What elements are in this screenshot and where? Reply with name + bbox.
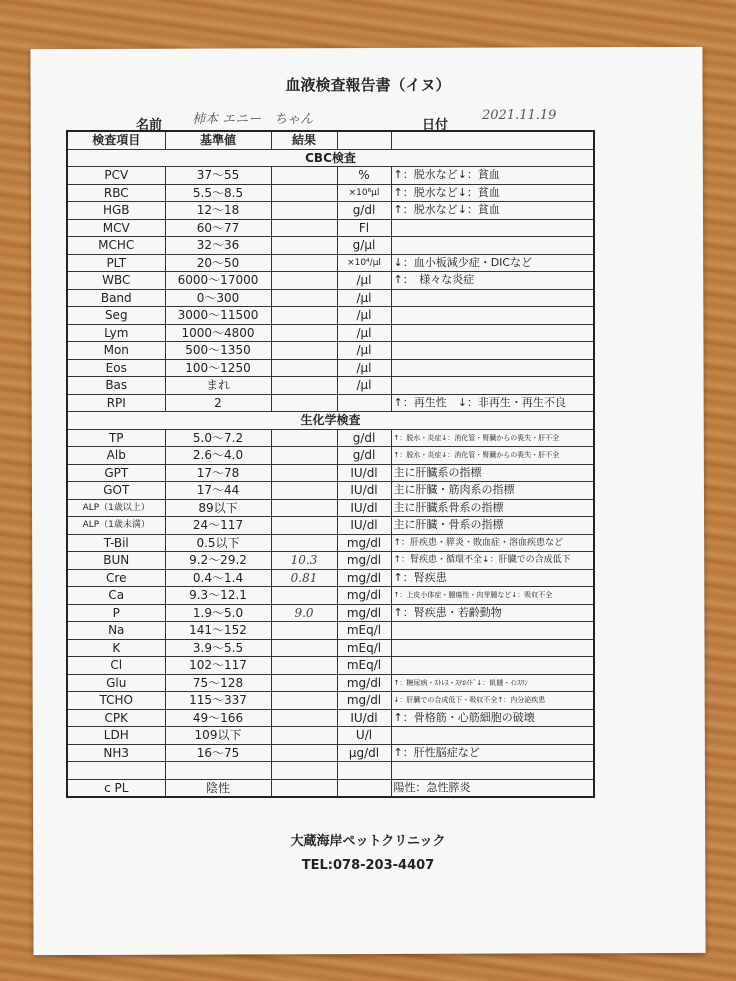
test-item: Glu bbox=[67, 674, 165, 692]
reference-range: 12〜18 bbox=[165, 202, 271, 220]
result-value bbox=[271, 727, 337, 745]
table-row bbox=[67, 359, 594, 377]
result-value bbox=[271, 307, 337, 325]
table-row bbox=[67, 674, 594, 692]
table-row bbox=[67, 429, 594, 447]
unit: mg/dl bbox=[337, 569, 391, 587]
interpretation-note: ↑：肝疾患・膵炎・敗血症・溶血疾患など bbox=[391, 534, 594, 552]
unit: /μl bbox=[337, 289, 391, 307]
interpretation-note: 主に肝臓・骨系の指標 bbox=[391, 517, 594, 535]
test-item: P bbox=[67, 604, 165, 622]
unit: g/dl bbox=[337, 202, 391, 220]
table-row bbox=[67, 517, 594, 535]
test-item: BUN bbox=[67, 552, 165, 570]
test-item: HGB bbox=[67, 202, 165, 220]
reference-range: 1000〜4800 bbox=[165, 324, 271, 342]
header-cell: 基準値 bbox=[165, 131, 271, 149]
result-value bbox=[271, 394, 337, 412]
test-item: NH3 bbox=[67, 744, 165, 762]
interpretation-note: ↑：脱水など↓：貧血 bbox=[391, 184, 594, 202]
test-item: RBC bbox=[67, 184, 165, 202]
unit: /μl bbox=[337, 324, 391, 342]
unit: ×10⁶μl bbox=[337, 184, 391, 202]
test-item: Na bbox=[67, 622, 165, 640]
table-row bbox=[67, 307, 594, 325]
reference-range: 3.9〜5.5 bbox=[165, 639, 271, 657]
unit bbox=[337, 762, 391, 780]
interpretation-note: ↑：糖尿病・ｽﾄﾚｽ・ｽﾃﾛｲﾄﾞ↓：飢餓・ｲﾝｽﾘﾝ bbox=[391, 674, 594, 692]
reference-range: 20〜50 bbox=[165, 254, 271, 272]
table-row bbox=[67, 692, 594, 710]
table-header-row bbox=[67, 131, 594, 149]
unit: mg/dl bbox=[337, 604, 391, 622]
result-value bbox=[271, 779, 337, 797]
test-item: TP bbox=[67, 429, 165, 447]
result-value bbox=[271, 219, 337, 237]
interpretation-note: ↑：腎疾患 bbox=[391, 569, 594, 587]
result-value bbox=[271, 692, 337, 710]
test-item: GOT bbox=[67, 482, 165, 500]
test-item: c PL bbox=[67, 779, 165, 797]
table-row bbox=[67, 587, 594, 605]
header-cell bbox=[337, 131, 391, 149]
reference-range: 0.5以下 bbox=[165, 534, 271, 552]
table-row bbox=[67, 499, 594, 517]
unit: mg/dl bbox=[337, 692, 391, 710]
interpretation-note: ↑：腎疾患・若齢動物 bbox=[391, 604, 594, 622]
interpretation-note bbox=[391, 237, 594, 255]
result-value bbox=[271, 657, 337, 675]
unit: mg/dl bbox=[337, 674, 391, 692]
test-item: Mon bbox=[67, 342, 165, 360]
result-value bbox=[271, 342, 337, 360]
interpretation-note: ↑：脱水など↓：貧血 bbox=[391, 202, 594, 220]
reference-range: 2.6〜4.0 bbox=[165, 447, 271, 465]
unit: μg/dl bbox=[337, 744, 391, 762]
result-value bbox=[271, 324, 337, 342]
result-value bbox=[271, 184, 337, 202]
table-row bbox=[67, 447, 594, 465]
reference-range: 32〜36 bbox=[165, 237, 271, 255]
unit: mg/dl bbox=[337, 587, 391, 605]
cbc-section bbox=[67, 149, 594, 167]
table-row bbox=[67, 622, 594, 640]
table-row bbox=[67, 762, 594, 780]
result-value bbox=[271, 639, 337, 657]
unit: ×10⁴/μl bbox=[337, 254, 391, 272]
interpretation-note: 主に肝臓系骨系の指標 bbox=[391, 499, 594, 517]
result-value: 9.0 bbox=[271, 604, 337, 622]
table-row bbox=[67, 272, 594, 290]
table-row bbox=[67, 552, 594, 570]
result-value bbox=[271, 272, 337, 290]
patient-name-handwritten: 柿本 エニー ちゃん bbox=[192, 112, 314, 127]
test-item: CPK bbox=[67, 709, 165, 727]
result-value: 10.3 bbox=[271, 552, 337, 570]
clinic-name: 大蔵海岸ペットクリニック bbox=[290, 834, 446, 849]
cbc-section-title: CBC検査 bbox=[67, 149, 594, 167]
unit: mg/dl bbox=[337, 534, 391, 552]
result-value: 0.81 bbox=[271, 569, 337, 587]
table-row bbox=[67, 289, 594, 307]
chem-section-title: 生化学検査 bbox=[67, 412, 594, 430]
result-value bbox=[271, 377, 337, 395]
header-cell bbox=[391, 131, 594, 149]
table-row bbox=[67, 639, 594, 657]
test-item: Eos bbox=[67, 359, 165, 377]
result-value bbox=[271, 709, 337, 727]
result-value bbox=[271, 254, 337, 272]
test-item: LDH bbox=[67, 727, 165, 745]
result-value bbox=[271, 534, 337, 552]
result-value bbox=[271, 429, 337, 447]
reference-range: 141〜152 bbox=[165, 622, 271, 640]
test-item: Cre bbox=[67, 569, 165, 587]
table-row bbox=[67, 569, 594, 587]
test-item: K bbox=[67, 639, 165, 657]
clinic-phone: TEL:078-203-4407 bbox=[301, 858, 435, 873]
table-row bbox=[67, 604, 594, 622]
reference-range: 115〜337 bbox=[165, 692, 271, 710]
result-value bbox=[271, 482, 337, 500]
reference-range: 109以下 bbox=[165, 727, 271, 745]
unit: g/dl bbox=[337, 429, 391, 447]
result-value bbox=[271, 202, 337, 220]
unit: mEq/l bbox=[337, 639, 391, 657]
test-item: Ca bbox=[67, 587, 165, 605]
result-value bbox=[271, 762, 337, 780]
interpretation-note: ↑：肝性脳症など bbox=[391, 744, 594, 762]
test-item: MCV bbox=[67, 219, 165, 237]
result-value bbox=[271, 359, 337, 377]
date-handwritten: 2021.11.19 bbox=[482, 108, 557, 123]
table-row bbox=[67, 744, 594, 762]
reference-range: 17〜78 bbox=[165, 464, 271, 482]
header-cell: 結果 bbox=[271, 131, 337, 149]
unit: mEq/l bbox=[337, 622, 391, 640]
test-item: Band bbox=[67, 289, 165, 307]
interpretation-note bbox=[391, 342, 594, 360]
header-cell: 検査項目 bbox=[67, 131, 165, 149]
patient-info-bar bbox=[92, 108, 612, 133]
test-item: T-Bil bbox=[67, 534, 165, 552]
test-item: PLT bbox=[67, 254, 165, 272]
interpretation-note: ↑：脱水など↓：貧血 bbox=[391, 167, 594, 185]
unit: Fl bbox=[337, 219, 391, 237]
interpretation-note: ↑： 様々な炎症 bbox=[391, 272, 594, 290]
result-value bbox=[271, 744, 337, 762]
reference-range: 5.5〜8.5 bbox=[165, 184, 271, 202]
table-row bbox=[67, 184, 594, 202]
reference-range: 1.9〜5.0 bbox=[165, 604, 271, 622]
table-row bbox=[67, 219, 594, 237]
interpretation-note: ↑：脱水・炎症↓：消化管・腎臓からの喪失・肝不全 bbox=[391, 429, 594, 447]
interpretation-note: ↑：上皮小体症・腫瘍性・肉芽腫など↓：吸収不全 bbox=[391, 587, 594, 605]
result-value bbox=[271, 464, 337, 482]
unit: mEq/l bbox=[337, 657, 391, 675]
test-item: TCHO bbox=[67, 692, 165, 710]
reference-range: 5.0〜7.2 bbox=[165, 429, 271, 447]
reference-range: 9.2〜29.2 bbox=[165, 552, 271, 570]
table-row bbox=[67, 464, 594, 482]
interpretation-note bbox=[391, 324, 594, 342]
table-row bbox=[67, 342, 594, 360]
reference-range: 0〜300 bbox=[165, 289, 271, 307]
unit: g/dl bbox=[337, 447, 391, 465]
reference-range: 49〜166 bbox=[165, 709, 271, 727]
unit: IU/dl bbox=[337, 709, 391, 727]
table-row bbox=[67, 727, 594, 745]
date-label: 日付 bbox=[422, 118, 449, 133]
result-value bbox=[271, 499, 337, 517]
result-value bbox=[271, 622, 337, 640]
table-row bbox=[67, 377, 594, 395]
unit: U/l bbox=[337, 727, 391, 745]
test-item: PCV bbox=[67, 167, 165, 185]
test-item: Cl bbox=[67, 657, 165, 675]
interpretation-note bbox=[391, 219, 594, 237]
reference-range: 75〜128 bbox=[165, 674, 271, 692]
result-value bbox=[271, 447, 337, 465]
reference-range: 6000〜17000 bbox=[165, 272, 271, 290]
reference-range bbox=[165, 762, 271, 780]
table-row bbox=[67, 394, 594, 412]
test-item: Lym bbox=[67, 324, 165, 342]
test-item: Alb bbox=[67, 447, 165, 465]
table-row bbox=[67, 254, 594, 272]
unit: IU/dl bbox=[337, 499, 391, 517]
test-item: ALP（1歳以上） bbox=[67, 499, 165, 517]
reference-range: 500〜1350 bbox=[165, 342, 271, 360]
unit bbox=[337, 779, 391, 797]
interpretation-note bbox=[391, 657, 594, 675]
table-row bbox=[67, 482, 594, 500]
interpretation-note: ↑：再生性 ↓：非再生・再生不良 bbox=[391, 394, 594, 412]
unit: g/μl bbox=[337, 237, 391, 255]
interpretation-note bbox=[391, 377, 594, 395]
reference-range: 0.4〜1.4 bbox=[165, 569, 271, 587]
reference-range: 3000〜11500 bbox=[165, 307, 271, 325]
interpretation-note: ↑：骨格筋・心筋細胞の破壊 bbox=[391, 709, 594, 727]
reference-range: まれ bbox=[165, 377, 271, 395]
reference-range: 陰性 bbox=[165, 779, 271, 797]
results-table bbox=[66, 130, 595, 798]
table-row bbox=[67, 237, 594, 255]
unit: /μl bbox=[337, 307, 391, 325]
unit bbox=[337, 394, 391, 412]
reference-range: 17〜44 bbox=[165, 482, 271, 500]
unit: /μl bbox=[337, 359, 391, 377]
test-item bbox=[67, 762, 165, 780]
test-item: WBC bbox=[67, 272, 165, 290]
name-label: 名前 bbox=[136, 118, 163, 133]
reference-range: 37〜55 bbox=[165, 167, 271, 185]
test-item: MCHC bbox=[67, 237, 165, 255]
unit: IU/dl bbox=[337, 464, 391, 482]
interpretation-note: 陽性：急性膵炎 bbox=[391, 779, 594, 797]
result-value bbox=[271, 674, 337, 692]
interpretation-note bbox=[391, 289, 594, 307]
test-item: Seg bbox=[67, 307, 165, 325]
chem-section bbox=[67, 412, 594, 430]
reference-range: 9.3〜12.1 bbox=[165, 587, 271, 605]
test-item: GPT bbox=[67, 464, 165, 482]
reference-range: 89以下 bbox=[165, 499, 271, 517]
unit: /μl bbox=[337, 377, 391, 395]
unit: mg/dl bbox=[337, 552, 391, 570]
reference-range: 102〜117 bbox=[165, 657, 271, 675]
result-value bbox=[271, 289, 337, 307]
interpretation-note: ↑：脱水・炎症↓：消化管・腎臓からの喪失・肝不全 bbox=[391, 447, 594, 465]
interpretation-note bbox=[391, 727, 594, 745]
reference-range: 60〜77 bbox=[165, 219, 271, 237]
interpretation-note bbox=[391, 622, 594, 640]
unit: IU/dl bbox=[337, 517, 391, 535]
interpretation-note: 主に肝臓系の指標 bbox=[391, 464, 594, 482]
table-row bbox=[67, 709, 594, 727]
result-value bbox=[271, 587, 337, 605]
unit: % bbox=[337, 167, 391, 185]
interpretation-note bbox=[391, 307, 594, 325]
test-item: Bas bbox=[67, 377, 165, 395]
table-row bbox=[67, 324, 594, 342]
unit: IU/dl bbox=[337, 482, 391, 500]
reference-range: 24〜117 bbox=[165, 517, 271, 535]
unit: /μl bbox=[337, 272, 391, 290]
reference-range: 2 bbox=[165, 394, 271, 412]
interpretation-note bbox=[391, 639, 594, 657]
test-item: RPI bbox=[67, 394, 165, 412]
result-value bbox=[271, 167, 337, 185]
table-row bbox=[67, 779, 594, 797]
interpretation-note: ↓：肝臓での合成低下・吸収不全↑：内分泌疾患 bbox=[391, 692, 594, 710]
report-title: 血液検査報告書（イヌ） bbox=[285, 76, 451, 94]
result-value bbox=[271, 517, 337, 535]
table-row bbox=[67, 167, 594, 185]
unit: /μl bbox=[337, 342, 391, 360]
test-item: ALP（1歳未満） bbox=[67, 517, 165, 535]
interpretation-note: ↑：腎疾患・循環不全↓：肝臓での合成低下 bbox=[391, 552, 594, 570]
reference-range: 16〜75 bbox=[165, 744, 271, 762]
reference-range: 100〜1250 bbox=[165, 359, 271, 377]
table-row bbox=[67, 657, 594, 675]
table-row bbox=[67, 534, 594, 552]
result-value bbox=[271, 237, 337, 255]
interpretation-note: 主に肝臓・筋肉系の指標 bbox=[391, 482, 594, 500]
interpretation-note bbox=[391, 762, 594, 780]
interpretation-note bbox=[391, 359, 594, 377]
table-row bbox=[67, 202, 594, 220]
interpretation-note: ↓：血小板減少症・DICなど bbox=[391, 254, 594, 272]
